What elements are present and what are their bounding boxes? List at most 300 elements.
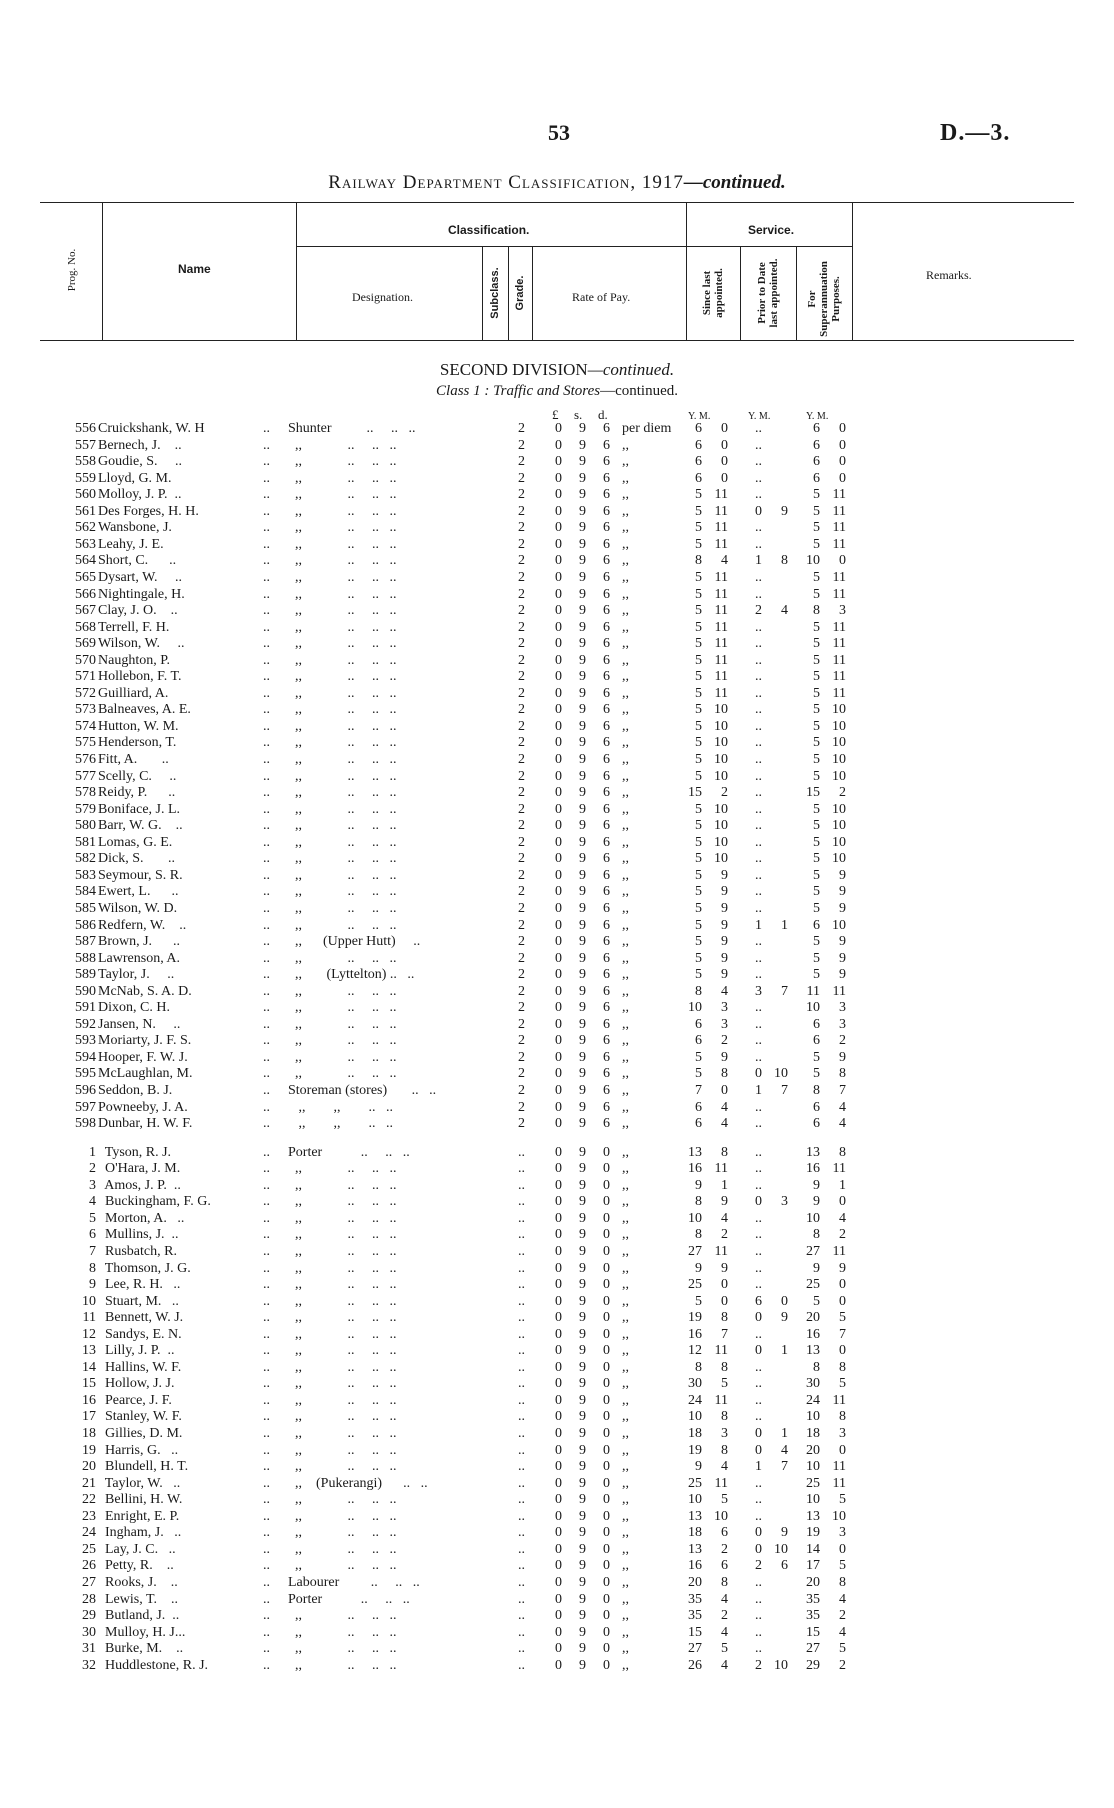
since-months: 9 [721, 1049, 728, 1065]
designation: ,, .. .. .. [288, 1326, 397, 1342]
prior-years: .. [755, 1359, 762, 1375]
super-months: 11 [832, 983, 846, 999]
grade: 2 [518, 752, 525, 767]
prior-years: .. [755, 421, 762, 436]
designation: ,, .. .. .. [288, 1657, 397, 1673]
super-years: 10 [806, 1459, 820, 1475]
super-years: 16 [806, 1161, 820, 1177]
leader-dots: .. [263, 867, 270, 883]
pay-unit: ,, [622, 1657, 629, 1673]
prior-years: 0 [755, 503, 762, 519]
prog-number: 1 [89, 1144, 96, 1160]
employee-name: Mullins, J. .. [98, 1227, 179, 1243]
super-years: 5 [813, 735, 820, 751]
prog-number: 559 [75, 470, 96, 486]
super-months: 11 [832, 569, 846, 585]
pay-unit: ,, [622, 834, 629, 850]
employee-name: Lomas, G. E. [98, 834, 173, 850]
pay-pounds: 0 [555, 520, 562, 536]
pay-pence: 6 [603, 520, 610, 536]
prior-months: 10 [774, 1066, 788, 1082]
pay-pence: 0 [603, 1392, 610, 1408]
since-months: 5 [721, 1492, 728, 1508]
table-row [0, 1115, 1114, 1132]
grade: .. [518, 1525, 525, 1541]
prior-years: .. [755, 1608, 762, 1623]
prior-years: 2 [755, 1558, 762, 1574]
super-months: 8 [839, 1574, 846, 1590]
prog-number: 594 [75, 1049, 96, 1065]
super-months: 7 [839, 1326, 846, 1342]
page-title [0, 172, 1114, 194]
super-months: 8 [839, 1144, 846, 1160]
header-bottom-rule [40, 340, 1074, 341]
super-years: 16 [806, 1326, 820, 1342]
pay-pounds: 0 [555, 1161, 562, 1177]
super-months: 11 [832, 1459, 846, 1475]
super-years: 5 [813, 1049, 820, 1065]
super-years: 9 [813, 1177, 820, 1193]
since-months: 0 [721, 421, 728, 436]
prior-months: 4 [781, 1442, 788, 1458]
pay-shillings: 9 [579, 1260, 586, 1276]
prior-months: 9 [781, 1525, 788, 1541]
super-months: 5 [839, 1641, 846, 1657]
prior-years: 0 [755, 1310, 762, 1326]
employee-name: Bernech, J. .. [98, 437, 182, 453]
pay-pounds: 0 [555, 1177, 562, 1193]
pay-shillings: 9 [579, 503, 586, 519]
prog-number: 9 [89, 1277, 96, 1292]
pay-unit: ,, [622, 718, 629, 734]
leader-dots: .. [263, 818, 270, 834]
employee-name: Wansbone, J. [98, 520, 172, 536]
designation: ,, .. .. .. [288, 785, 397, 801]
designation: ,, .. .. .. [288, 569, 397, 585]
since-months: 10 [714, 752, 728, 767]
grade: 2 [518, 934, 525, 949]
table-row [0, 817, 1114, 834]
since-years: 5 [695, 603, 702, 618]
prior-months: 1 [781, 1343, 788, 1359]
header-divider [686, 202, 687, 340]
pay-pounds: 0 [555, 1033, 562, 1049]
pay-pounds: 0 [555, 768, 562, 784]
pay-pence: 6 [603, 934, 610, 949]
since-years: 6 [695, 1116, 702, 1132]
since-months: 8 [721, 1144, 728, 1160]
prog-number: 565 [75, 569, 96, 585]
table-row [0, 900, 1114, 917]
header-service: Service. [748, 223, 795, 237]
since-months: 9 [721, 867, 728, 883]
since-years: 6 [695, 470, 702, 486]
grade: 2 [518, 768, 525, 784]
since-months: 4 [721, 1099, 728, 1115]
super-years: 6 [813, 437, 820, 453]
prog-number: 587 [75, 934, 96, 949]
pay-shillings: 9 [579, 553, 586, 569]
designation: ,, .. .. .. [288, 1359, 397, 1375]
prior-years: 0 [755, 1541, 762, 1557]
designation: ,, .. .. .. [288, 1033, 397, 1049]
pay-unit: ,, [622, 619, 629, 635]
since-months: 0 [721, 454, 728, 470]
grade: 2 [518, 867, 525, 883]
super-years: 5 [813, 619, 820, 635]
since-years: 8 [695, 1227, 702, 1243]
header-divider [482, 246, 483, 340]
super-months: 5 [839, 1376, 846, 1392]
grade: .. [518, 1210, 525, 1226]
employee-name: Clay, J. O. .. [98, 603, 178, 618]
pay-unit: ,, [622, 603, 629, 618]
table-row [0, 453, 1114, 470]
since-months: 9 [721, 1194, 728, 1210]
employee-name: Wilson, W. .. [98, 636, 185, 652]
pay-unit: ,, [622, 1144, 629, 1160]
super-months: 9 [839, 1260, 846, 1276]
employee-name: Pearce, J. F. [98, 1392, 172, 1408]
grade: .. [518, 1574, 525, 1590]
pay-unit: ,, [622, 685, 629, 701]
pay-shillings: 9 [579, 1243, 586, 1259]
grade: 2 [518, 520, 525, 536]
table-row [0, 1574, 1114, 1591]
since-years: 5 [695, 487, 702, 503]
prog-number: 29 [82, 1608, 96, 1623]
since-months: 10 [714, 768, 728, 784]
pay-shillings: 9 [579, 652, 586, 668]
pay-pounds: 0 [555, 437, 562, 453]
designation: ,, .. .. .. [288, 669, 397, 685]
pay-pounds: 0 [555, 1293, 562, 1309]
grade: 2 [518, 735, 525, 751]
table-row [0, 751, 1114, 768]
leader-dots: .. [263, 801, 270, 817]
header-divider [296, 202, 297, 340]
super-years: 24 [806, 1392, 820, 1408]
pay-shillings: 9 [579, 685, 586, 701]
pay-unit: ,, [622, 1066, 629, 1082]
pay-unit: ,, [622, 1426, 629, 1441]
prog-number: 560 [75, 487, 96, 503]
prior-years: 0 [755, 1194, 762, 1210]
leader-dots: .. [263, 1392, 270, 1408]
pay-shillings: 9 [579, 1144, 586, 1160]
grade: 2 [518, 801, 525, 817]
since-months: 2 [721, 1227, 728, 1243]
prog-number: 595 [75, 1066, 96, 1082]
employee-name: Enright, E. P. [98, 1508, 180, 1524]
grade: 2 [518, 950, 525, 966]
designation: ,, .. .. .. [288, 1492, 397, 1508]
table-row [0, 1408, 1114, 1425]
since-months: 11 [714, 536, 728, 552]
pay-pounds: 0 [555, 1260, 562, 1276]
pay-unit: ,, [622, 1624, 629, 1640]
table-row [0, 1276, 1114, 1293]
super-months: 8 [839, 1409, 846, 1425]
since-months: 9 [721, 1260, 728, 1276]
designation: ,, .. .. .. [288, 1194, 397, 1210]
grade: 2 [518, 636, 525, 652]
designation: ,, .. .. .. [288, 454, 397, 470]
since-years: 6 [695, 421, 702, 436]
since-months: 11 [714, 652, 728, 668]
pay-pounds: 0 [555, 652, 562, 668]
pay-pounds: 0 [555, 1608, 562, 1623]
leader-dots: .. [263, 503, 270, 519]
designation: ,, .. .. .. [288, 652, 397, 668]
employee-name: Wilson, W. D. [98, 900, 178, 916]
since-months: 11 [714, 1392, 728, 1408]
pay-shillings: 9 [579, 636, 586, 652]
grade: .. [518, 1243, 525, 1259]
leader-dots: .. [263, 470, 270, 486]
prior-years: .. [755, 1508, 762, 1524]
since-months: 0 [721, 470, 728, 486]
pay-pence: 0 [603, 1260, 610, 1276]
pay-pounds: 0 [555, 487, 562, 503]
super-years: 11 [806, 983, 820, 999]
since-years: 10 [688, 1210, 702, 1226]
super-months: 0 [839, 1293, 846, 1309]
grade: 2 [518, 1083, 525, 1098]
pay-shillings: 9 [579, 454, 586, 470]
prog-number: 588 [75, 950, 96, 966]
leader-dots: .. [263, 1194, 270, 1210]
pay-pence: 6 [603, 636, 610, 652]
prior-months: 6 [781, 1558, 788, 1574]
super-months: 3 [839, 1426, 846, 1441]
since-months: 4 [721, 983, 728, 999]
pay-pounds: 0 [555, 1343, 562, 1359]
super-years: 5 [813, 900, 820, 916]
designation: ,, .. .. .. [288, 900, 397, 916]
grade: .. [518, 1260, 525, 1276]
since-years: 19 [688, 1310, 702, 1326]
grade: .. [518, 1194, 525, 1210]
leader-dots: .. [263, 437, 270, 453]
leader-dots: .. [263, 967, 270, 983]
employee-name: Moriarty, J. F. S. [98, 1033, 192, 1049]
since-months: 11 [714, 1343, 728, 1359]
pay-unit: ,, [622, 520, 629, 536]
super-months: 9 [839, 967, 846, 983]
super-years: 30 [806, 1376, 820, 1392]
prog-number: 583 [75, 867, 96, 883]
pay-shillings: 9 [579, 1492, 586, 1508]
super-years: 5 [813, 818, 820, 834]
prior-years: .. [755, 735, 762, 751]
pay-pence: 6 [603, 967, 610, 983]
super-months: 3 [839, 1016, 846, 1032]
pay-pounds: 0 [555, 470, 562, 486]
super-months: 5 [839, 1310, 846, 1326]
prior-months: 3 [781, 1194, 788, 1210]
since-months: 11 [714, 586, 728, 602]
pay-shillings: 9 [579, 470, 586, 486]
table-row [0, 1359, 1114, 1376]
leader-dots: .. [263, 1409, 270, 1425]
designation: ,, .. .. .. [288, 1260, 397, 1276]
header-classification: Classification. [448, 223, 530, 237]
since-years: 20 [688, 1574, 702, 1590]
employee-name: Mulloy, H. J... [98, 1624, 186, 1640]
pay-pounds: 0 [555, 851, 562, 867]
employee-name: Bennett, W. J. [98, 1310, 184, 1326]
super-months: 3 [839, 1525, 846, 1541]
pay-pounds: 0 [555, 1194, 562, 1210]
leader-dots: .. [263, 1426, 270, 1441]
prior-years: 1 [755, 917, 762, 933]
pay-unit: ,, [622, 1000, 629, 1016]
designation: ,, .. .. .. [288, 619, 397, 635]
header-divider [796, 246, 797, 340]
table-row [0, 1177, 1114, 1194]
prog-number: 556 [75, 421, 96, 436]
grade: 2 [518, 702, 525, 718]
grade: 2 [518, 1049, 525, 1065]
prog-number: 20 [82, 1459, 96, 1475]
header-divider [102, 202, 103, 340]
pay-unit: ,, [622, 851, 629, 867]
designation: ,, .. .. .. [288, 1442, 397, 1458]
prior-years: .. [755, 718, 762, 734]
since-months: 8 [721, 1409, 728, 1425]
table-row [0, 486, 1114, 503]
leader-dots: .. [263, 768, 270, 784]
since-months: 11 [714, 503, 728, 519]
prog-number: 6 [89, 1227, 96, 1243]
table-row [0, 1541, 1114, 1558]
table-row [0, 668, 1114, 685]
table-row [0, 586, 1114, 603]
grade: 2 [518, 1099, 525, 1115]
pay-unit: ,, [622, 702, 629, 718]
pay-unit: ,, [622, 768, 629, 784]
super-months: 1 [839, 1177, 846, 1193]
super-months: 10 [832, 1508, 846, 1524]
designation: Storeman (stores) .. .. [288, 1083, 437, 1098]
pay-pence: 6 [603, 983, 610, 999]
grade: .. [518, 1475, 525, 1491]
grade: 2 [518, 967, 525, 983]
prog-number: 562 [75, 520, 96, 536]
leader-dots: .. [263, 718, 270, 734]
super-months: 11 [832, 1392, 846, 1408]
prior-years: .. [755, 1492, 762, 1508]
leader-dots: .. [263, 1099, 270, 1115]
grade: .. [518, 1409, 525, 1425]
prior-years: .. [755, 702, 762, 718]
pay-shillings: 9 [579, 1624, 586, 1640]
pay-unit: ,, [622, 1442, 629, 1458]
prog-number: 13 [82, 1343, 96, 1359]
leader-dots: .. [263, 1376, 270, 1392]
pay-pounds: 0 [555, 1049, 562, 1065]
designation: ,, .. .. .. [288, 851, 397, 867]
employee-name: Dunbar, H. W. F. [98, 1116, 193, 1132]
since-months: 4 [721, 1116, 728, 1132]
pay-unit: ,, [622, 950, 629, 966]
prog-number: 16 [82, 1392, 96, 1408]
grade: .. [518, 1359, 525, 1375]
section-suffix: —continued. [587, 360, 675, 379]
prog-number: 575 [75, 735, 96, 751]
table-row [0, 1591, 1114, 1608]
since-months: 11 [714, 669, 728, 685]
leader-dots: .. [263, 1177, 270, 1193]
super-years: 13 [806, 1144, 820, 1160]
pay-pence: 0 [603, 1376, 610, 1392]
header-name: Name [178, 262, 211, 276]
table-row [0, 1210, 1114, 1227]
pay-shillings: 9 [579, 437, 586, 453]
pay-pounds: 0 [555, 702, 562, 718]
employee-name: Thomson, J. G. [98, 1260, 191, 1276]
super-years: 17 [806, 1558, 820, 1574]
super-months: 0 [839, 470, 846, 486]
pay-pence: 0 [603, 1210, 610, 1226]
super-months: 10 [832, 917, 846, 933]
since-years: 16 [688, 1558, 702, 1574]
super-months: 10 [832, 834, 846, 850]
since-months: 2 [721, 785, 728, 801]
pay-pence: 6 [603, 1033, 610, 1049]
super-months: 4 [839, 1099, 846, 1115]
pay-unit: ,, [622, 867, 629, 883]
since-months: 5 [721, 1641, 728, 1657]
pay-unit: ,, [622, 1326, 629, 1342]
leader-dots: .. [263, 1243, 270, 1259]
pay-unit: ,, [622, 1293, 629, 1309]
grade: .. [518, 1293, 525, 1309]
prog-number: 592 [75, 1016, 96, 1032]
super-years: 6 [813, 1099, 820, 1115]
pay-unit: ,, [622, 536, 629, 552]
grade: .. [518, 1624, 525, 1640]
pay-unit: ,, [622, 669, 629, 685]
header-remarks: Remarks. [926, 268, 972, 282]
pay-unit: ,, [622, 1277, 629, 1292]
designation: ,, .. .. .. [288, 603, 397, 618]
designation: ,, .. .. .. [288, 1293, 397, 1309]
since-months: 4 [721, 1624, 728, 1640]
designation: Labourer .. .. .. [288, 1574, 420, 1590]
leader-dots: .. [263, 1326, 270, 1342]
grade: 2 [518, 536, 525, 552]
pay-pence: 0 [603, 1525, 610, 1541]
since-months: 11 [714, 487, 728, 503]
employee-name: Hollow, J. J. [98, 1376, 175, 1392]
pay-pence: 0 [603, 1574, 610, 1590]
pay-unit: ,, [622, 1608, 629, 1623]
header-prog-no: Prog. No. [66, 248, 78, 292]
pay-pounds: 0 [555, 900, 562, 916]
designation: ,, .. .. .. [288, 834, 397, 850]
super-months: 10 [832, 735, 846, 751]
table-row [0, 1624, 1114, 1641]
super-years: 8 [813, 1227, 820, 1243]
pay-unit: ,, [622, 1099, 629, 1115]
super-years: 5 [813, 801, 820, 817]
super-years: 5 [813, 487, 820, 503]
prior-years: .. [755, 1260, 762, 1276]
super-months: 0 [839, 1541, 846, 1557]
grade: 2 [518, 1033, 525, 1049]
